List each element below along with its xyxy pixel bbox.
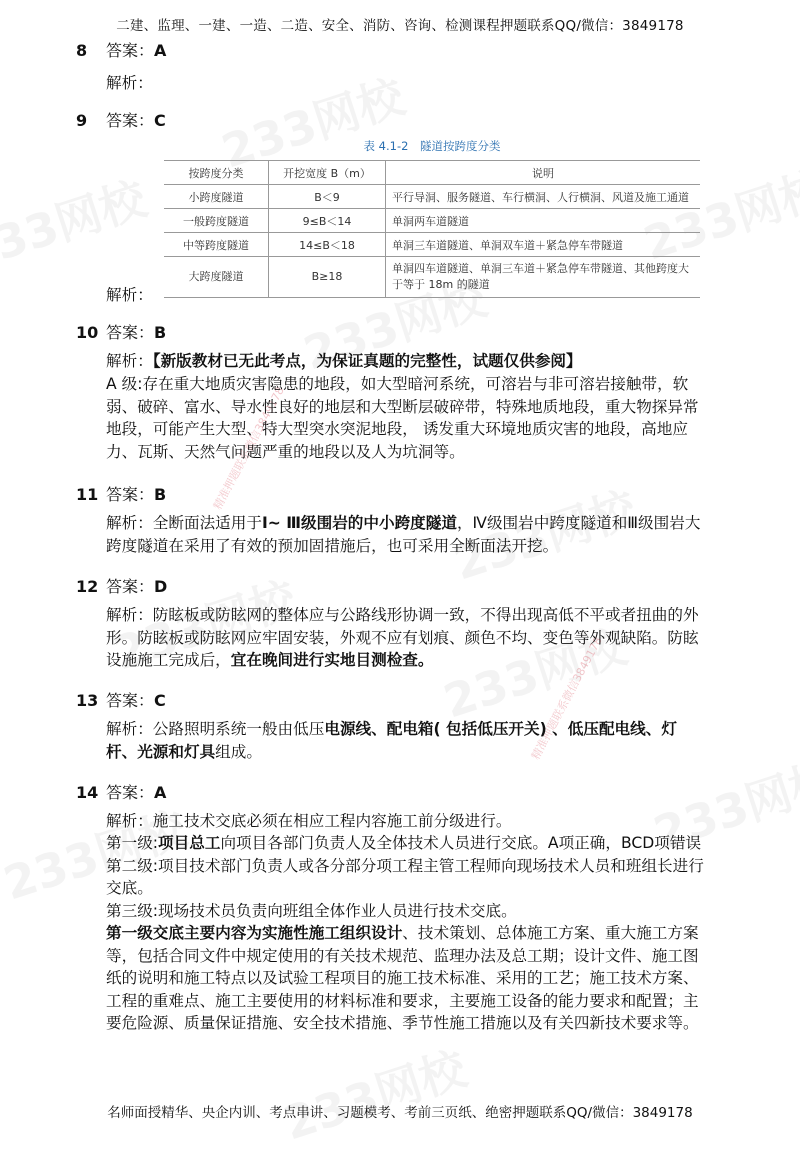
- analysis-line: 形。防眩板或防眩网应牢固安装，外观不应有划痕、颜色不均、变色等外观缺陷。防眩: [106, 628, 699, 647]
- answer-label: 答案：: [106, 485, 155, 504]
- analysis-text: 全断面法适用于: [152, 514, 262, 532]
- analysis-emphasis: 杆、光源和灯具: [106, 742, 216, 761]
- analysis-emphasis: 项目总工: [158, 834, 221, 852]
- table-header-cell: 说明: [386, 161, 701, 185]
- watermark-side-text: 精准押题联系微信3849178: [211, 384, 287, 512]
- answer-value: A: [154, 783, 167, 802]
- table-cell: 单洞三车道隧道、单洞双车道＋紧急停车带隧道: [386, 233, 701, 257]
- analysis-line: 要危险源、质量保证措施、安全技术措施、季节性施工措施以及有关四新技术要求等。: [106, 1014, 699, 1032]
- table-row: [164, 185, 700, 209]
- analysis-line: 交底。: [106, 879, 153, 897]
- analysis: [106, 718, 732, 763]
- span-classification-table: [164, 138, 700, 298]
- notice-text: 【新版教材已无此考点，为保证真题的完整性，试题仅供参阅】: [152, 352, 582, 370]
- analysis-body: [106, 832, 732, 1035]
- analysis-text: 组成。: [215, 742, 262, 761]
- analysis-emphasis: 宜在晚间进行实地目测检查。: [230, 651, 434, 669]
- analysis-text: ，Ⅳ级围岩中跨度隧道和Ⅲ级围岩大: [456, 514, 701, 532]
- analysis: [106, 72, 732, 95]
- analysis: [106, 604, 732, 672]
- table-cell: 中等跨度隧道: [164, 233, 269, 257]
- analysis-line: 等，包括合同文件中规定使用的有关技术规范、监理办法及总工期；设计文件、施工图: [106, 946, 699, 965]
- analysis-label: 解析：: [106, 74, 153, 92]
- table-cell: 单洞四车道隧道、单洞三车道＋紧急停车带隧道、其他跨度大于等于 18m 的隧道: [386, 257, 701, 298]
- watermark: [274, 1033, 473, 1153]
- analysis-text: 、技术策划、总体施工方案、重大施工方案: [402, 924, 699, 942]
- question-number: 8: [76, 41, 88, 60]
- table-row: [164, 209, 700, 233]
- table-cell: B≥18: [269, 257, 386, 298]
- answer-value: D: [154, 577, 168, 596]
- table-header-row: [164, 161, 700, 185]
- analysis-line: 第二级:项目技术部门负责人或各分部分项工程主管工程师向现场技术人员和班组长进行: [106, 856, 704, 875]
- answer-value: A: [154, 41, 167, 60]
- analysis-label: 解析：: [106, 720, 153, 738]
- analysis-label: 解析：: [106, 812, 153, 830]
- analysis-text: 防眩板或防眩网的整体应与公路线形协调一致，不得出现高低不平或者扭曲的外: [152, 606, 699, 624]
- analysis-line: 纸的说明和施工特点以及试验工程项目的施工技术标准、采用的工艺；施工技术方案、: [106, 969, 699, 987]
- page-header-ad: 二建、监理、一建、一造、二造、安全、消防、咨询、检测课程押题联系QQ/微信：3849178: [116, 18, 684, 34]
- table-cell: 平行导洞、服务隧道、车行横洞、人行横洞、风道及施工通道: [386, 185, 701, 209]
- answer-label: 答案：: [106, 691, 155, 710]
- table-header-cell: 按跨度分类: [164, 161, 269, 185]
- analysis-label: 解析：: [106, 352, 153, 370]
- analysis-label: 解析：: [106, 286, 153, 304]
- answer-label: 答案：: [106, 323, 155, 342]
- table-cell: 大跨度隧道: [164, 257, 269, 298]
- analysis-line: 弱、破碎、富水、导水性良好的地层和大型断层破碎带，特殊地质地段，重大物探异常: [106, 397, 699, 416]
- page-footer-ad: 名师面授精华、央企内训、考点串讲、习题模考、考前三页纸、绝密押题联系QQ/微信：3849178: [107, 1105, 693, 1121]
- analysis-emphasis: 电源线、配电箱( 包括低压开关) 、低压配电线、灯: [324, 720, 677, 738]
- answer-value: C: [154, 691, 166, 710]
- analysis-text: 设施施工完成后，: [106, 651, 231, 669]
- table-row: [164, 233, 700, 257]
- analysis-line: 第三级:现场技术员负责向班组全体作业人员进行技术交底。: [106, 901, 517, 920]
- table-cell: 一般跨度隧道: [164, 209, 269, 233]
- analysis-text: 公路照明系统一般由低压: [152, 720, 325, 738]
- analysis-emphasis: 第一级交底主要内容为实施性施工组织设计: [106, 924, 403, 942]
- analysis-line: A 级:存在重大地质灾害隐患的地段，如大型暗河系统，可溶岩与非可溶岩接触带，软: [106, 375, 689, 393]
- analysis-emphasis: Ⅰ~ Ⅲ级围岩的中小跨度隧道: [261, 514, 457, 532]
- analysis-line: 工程的重难点、施工主要使用的材料标准和要求，主要施工设备的能力要求和配置；主: [106, 991, 699, 1010]
- question-number: 11: [76, 485, 99, 504]
- answer-label: 答案：: [106, 41, 155, 60]
- analysis-text: 施工技术交底必须在相应工程内容施工前分级进行。: [152, 812, 512, 830]
- watermark-side-text: 精准押题联系微信3849178: [529, 634, 605, 762]
- table: [164, 160, 700, 298]
- analysis: [106, 350, 732, 373]
- table-cell: 14≤B＜18: [269, 233, 386, 257]
- analysis: [106, 512, 732, 557]
- question-number: 12: [76, 577, 99, 596]
- answer-value: B: [154, 323, 167, 342]
- analysis: [106, 810, 732, 833]
- table-cell: B＜9: [269, 185, 386, 209]
- analysis-line: 地段，可能产生大型、特大型突水突泥地段， 诱发重大环境地质灾害的地段，高地应: [106, 420, 688, 438]
- analysis-line: 跨度隧道在采用了有效的预加固措施后，也可采用全断面法开挖。: [106, 536, 559, 555]
- analysis-line: 力、瓦斯、天然气问题严重的地段以及人为坑洞等。: [106, 442, 465, 461]
- answer-value: B: [154, 485, 167, 504]
- answer-label: 答案：: [106, 783, 155, 802]
- table-header-cell: 开挖宽度 B（m）: [269, 161, 386, 185]
- table-row: [164, 257, 700, 298]
- analysis-label: 解析：: [106, 514, 153, 532]
- table-cell: 9≤B＜14: [269, 209, 386, 233]
- analysis-label: 解析：: [106, 606, 153, 624]
- watermark: [0, 163, 154, 284]
- table-title: 表 4.1-2 隧道按跨度分类: [363, 139, 501, 153]
- question-number: 13: [76, 691, 99, 710]
- analysis-text: 第一级:: [106, 834, 159, 852]
- answer-label: 答案：: [106, 577, 155, 596]
- question-number: 9: [76, 111, 88, 130]
- question-number: 10: [76, 323, 99, 342]
- table-cell: 小跨度隧道: [164, 185, 269, 209]
- question-number: 14: [76, 783, 99, 802]
- table-cell: 单洞两车道隧道: [386, 209, 701, 233]
- answer-label: 答案：: [106, 111, 155, 130]
- analysis-body: [106, 373, 732, 463]
- analysis-text: 向项目各部门负责人及全体技术人员进行交底。A项正确，BCD项错误: [220, 834, 702, 852]
- answer-value: C: [154, 111, 166, 130]
